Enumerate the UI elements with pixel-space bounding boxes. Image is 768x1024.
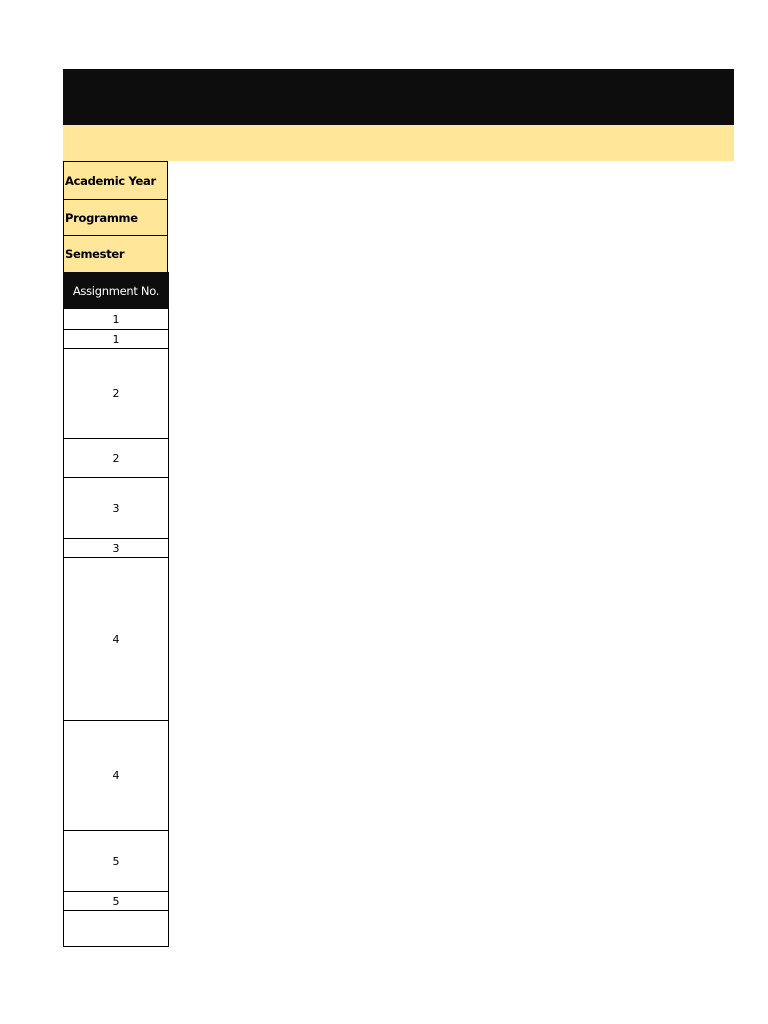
assignment-row: 2 (63, 439, 169, 478)
assignment-row: 5 (63, 892, 169, 911)
assignment-no-header: Assignment No. (63, 272, 169, 309)
assignment-row: 5 (63, 831, 169, 892)
assignment-row: 2 (63, 349, 169, 439)
academic-year-label: Academic Year (63, 161, 168, 199)
assignment-row: 4 (63, 558, 169, 721)
programme-label: Programme (63, 199, 168, 235)
subtitle-bar (63, 125, 734, 161)
assignment-row: 3 (63, 539, 169, 558)
assignment-row: 1 (63, 309, 169, 330)
assignment-row: 3 (63, 478, 169, 539)
assignment-row: 1 (63, 330, 169, 349)
assignment-row: 4 (63, 721, 169, 831)
title-bar (63, 69, 734, 125)
assignment-row (63, 911, 169, 947)
semester-label: Semester (63, 235, 168, 272)
